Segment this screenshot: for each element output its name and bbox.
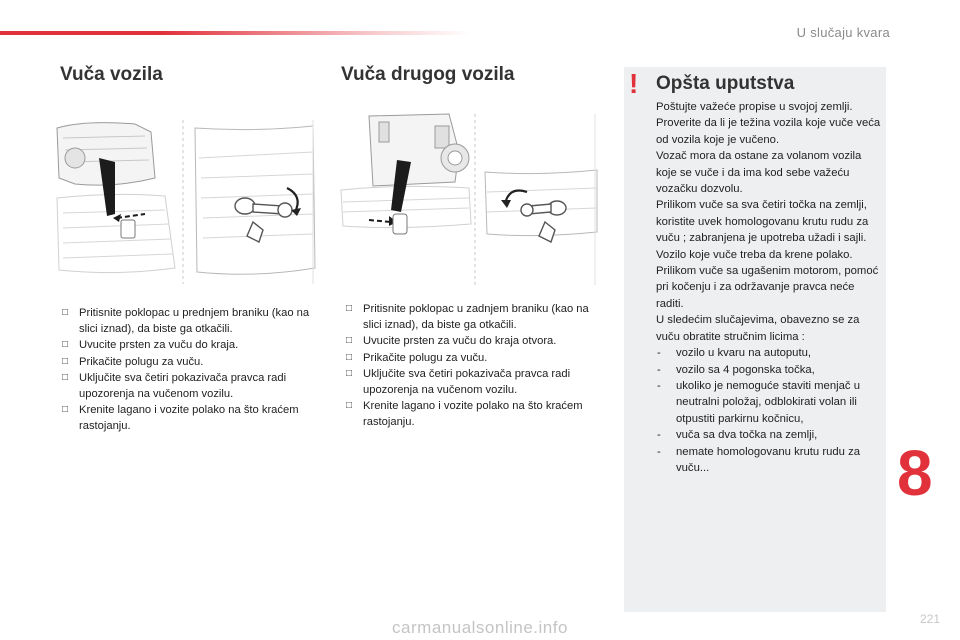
checkbox-bullet-icon: □ xyxy=(62,307,69,318)
paragraph: Prilikom vuče sa ugašenim motorom, pomoć pri kočenju i za održavanje pravca neće raditi. xyxy=(656,265,879,310)
list-item: □ Pritisnite poklopac u prednjem braniku (kao na slici iznad), da biste ga otkačili. xyxy=(62,307,310,336)
front-tow-steps xyxy=(62,305,324,435)
list-item: □ Pritisnite poklopac u zadnjem braniku (kao na slici iznad), da biste ga otkačili. xyxy=(346,303,589,332)
chapter-number: 8 xyxy=(897,437,933,509)
cases-list xyxy=(656,345,882,476)
general-instructions-text xyxy=(656,99,882,476)
section-label: U slučaju kvara xyxy=(796,25,890,40)
checkbox-bullet-icon: □ xyxy=(346,367,353,379)
checkbox-bullet-icon: □ xyxy=(346,303,353,314)
title-vuca-drugog-vozila: Vuča drugog vozila xyxy=(341,64,515,85)
list-item: - vozilo u kvaru na autoputu, xyxy=(657,347,812,360)
list-item: □ Uključite sva četiri pokazivača pravca radi upozorenja na vučenom vozilu. xyxy=(62,371,287,401)
checkbox-bullet-icon: □ xyxy=(62,404,69,416)
front-tow-illustration xyxy=(55,118,317,286)
checkbox-bullet-icon: □ xyxy=(62,339,69,351)
checkbox-bullet-icon: □ xyxy=(346,400,353,412)
list-item: □ Uvucite prsten za vuču do kraja otvora. xyxy=(346,333,604,349)
rear-tow-illustration xyxy=(339,112,599,287)
list-item: □ Uvucite prsten za vuču do kraja. xyxy=(62,337,324,353)
title-vuca-vozila: Vuča vozila xyxy=(60,64,163,85)
checkbox-bullet-icon: □ xyxy=(346,351,353,363)
header-accent-bar xyxy=(0,31,470,35)
paragraph: Vozač mora da ostane za volanom vozila koje se vuče i da ima kod sebe važeću vozačku dozvolu. xyxy=(656,150,862,196)
list-item: □ Krenite lagano i vozite polako na što kraćem rastojanju. xyxy=(62,404,299,433)
list-item: □ Prikačite polugu za vuču. xyxy=(62,354,324,370)
list-item: □ Uključite sva četiri pokazivača pravca radi upozorenja na vučenom vozilu. xyxy=(346,367,571,397)
checkbox-bullet-icon: □ xyxy=(346,335,353,347)
checkbox-bullet-icon: □ xyxy=(62,355,69,367)
title-opsta-uputstva: Opšta uputstva xyxy=(656,73,795,94)
paragraph: U sledećim slučajevima, obavezno se za vuču obratite stručnim licima : xyxy=(656,314,860,343)
list-item: - nemate homologovanu krutu rudu za vuču... xyxy=(657,445,861,474)
rear-tow-steps xyxy=(346,301,604,431)
list-item: □ Prikačite polugu za vuču. xyxy=(346,350,604,366)
paragraph: Poštujte važeće propise u svojoj zemlji. xyxy=(656,101,853,113)
page-number: 221 xyxy=(919,612,940,626)
paragraph: Vozilo koje vuče treba da krene polako. xyxy=(656,248,853,261)
list-item: - vuča sa dva točka na zemlji, xyxy=(657,429,818,442)
list-item: □ Krenite lagano i vozite polako na što kraćem rastojanju. xyxy=(346,400,583,429)
footer-watermark: carmanualsonline.info xyxy=(392,618,568,637)
checkbox-bullet-icon: □ xyxy=(62,371,69,383)
warning-exclamation-icon: ! xyxy=(629,68,639,99)
list-item: - ukoliko je nemoguće staviti menjač u neutralni položaj, odblokirati volan ili otpustiti parkirnu kočnicu, xyxy=(657,379,860,425)
paragraph: Prilikom vuče sa sva četiri točka na zemlji, koristite uvek homologovanu krutu rudu za vuču ; zabranjena je upotreba užadi i sajli. xyxy=(656,199,869,245)
list-item: - vozilo sa 4 pogonska točka, xyxy=(657,363,815,376)
paragraph: Proverite da li je težina vozila koje vuče veća od vozila koje je vučeno. xyxy=(656,117,881,146)
